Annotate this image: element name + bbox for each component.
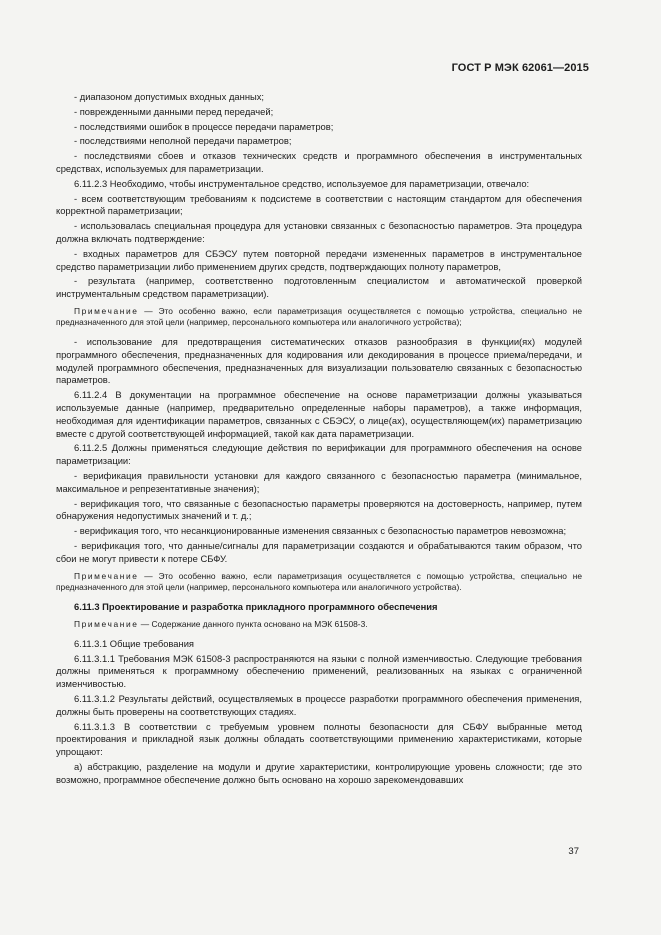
section-heading: 6.11.3 Проектирование и разработка прикладного программного обеспечения: [74, 600, 438, 612]
list-item: - диапазоном допустимых входных данных;: [74, 91, 265, 102]
paragraph: 6.11.3.1.2 Результаты действий, осуществляемых в процессе разработки программного обеспечения применения, должны быть проверены на соответствующих стадиях.: [56, 692, 582, 717]
paragraph: 6.11.3.1.1 Требования МЭК 61508-3 распространяются на языки с полной изменчивостью. Следующие требования должны применяться к программному обеспечению применений, реализованных на языках с ограниченной изменчивостью.: [56, 652, 582, 690]
list-item: - последствиями неполной передачи параметров;: [74, 135, 292, 147]
note-label: Примечание: [74, 305, 139, 316]
note-text: — Это особенно важно, если параметризация осуществляется с помощью устройства, специально не предназначенного для этой цели (например, персонального компьютера или аналогичного устройства);: [56, 305, 582, 328]
list-item: - верификация правильности установки для каждого связанного с безопасностью параметра (минимальное, максимальное и репрезентативные значения);: [56, 469, 582, 494]
note-text: — Содержание данного пункта основано на МЭК 61508-3.: [138, 619, 368, 630]
note-label: Примечание: [74, 619, 139, 630]
list-item: - результата (например, соответственно подготовленным специалистом и автоматической проверкой инструментальным средством параметризации).: [56, 275, 582, 300]
list-item: - использование для предотвращения систематических отказов разнообразия в функции(ях) модулей программного обеспечения, предназначенных для кодирования или декодирования в процессе приема/передачи, и модулей программного обеспечения, предназначенных для визуализации пользователю связанных с безопасностью параметров.: [56, 335, 582, 386]
list-item: - последствиями сбоев и отказов технических средств и программного обеспечения в инструментальных средствах, используемых для параметризации.: [56, 150, 582, 174]
list-item: - верификация того, что несанкционированные изменения связанных с безопасностью параметров невозможна;: [74, 525, 567, 537]
note-paragraph: [56, 619, 582, 631]
paragraph: 6.11.3.1 Общие требования: [74, 637, 195, 649]
list-item: - верификация того, что данные/сигналы для параметризации создаются и обрабатываются таким образом, что сбои не могут привести к потере СБФУ.: [56, 539, 582, 564]
paragraph: 6.11.3.1.3 В соответствии с требуемым уровнем полноты безопасности для СБФУ выбранные метод проектирования и прикладной язык должны обладать соответствующими применению характеристиками, которые упрощают:: [56, 720, 582, 758]
list-item: - использовалась специальная процедура для установки связанных с безопасностью параметров. Эта процедура должна включать подтверждение:: [56, 220, 582, 244]
note-paragraph: [56, 571, 582, 594]
list-item: - всем соответствующим требованиям к подсистеме в соответствии с настоящим стандартом для обеспечения корректной параметризации;: [56, 192, 582, 217]
list-item: - входных параметров для СБЭСУ путем повторной передачи измененных параметров в инструментальное средство параметризации либо применением других средств, подтверждающих полноту параметров,: [56, 247, 582, 272]
paragraph: а) абстракцию, разделение на модули и другие характеристики, контролирующие уровень сложности; где это возможно, программное обеспечение должно быть основано на хорошо зарекомендовавших: [56, 760, 582, 785]
page-number: 37: [568, 846, 579, 857]
page-body: [56, 91, 582, 789]
paragraph: 6.11.2.3 Необходимо, чтобы инструментальное средство, используемое для параметризации, отвечало:: [74, 177, 530, 189]
list-item: - последствиями ошибок в процессе передачи параметров;: [74, 120, 334, 132]
standard-header: ГОСТ Р МЭК 62061—2015: [451, 62, 589, 74]
note-paragraph: [56, 306, 582, 329]
list-item: - верификация того, что связанные с безопасностью параметры проверяются на достоверность, например, путем обнаружения недопустимых значений и т. д.;: [56, 497, 582, 522]
note-label: Примечание: [74, 570, 139, 581]
paragraph: 6.11.2.5 Должны применяться следующие действия по верификации для программного обеспечения на основе параметризации:: [56, 442, 582, 467]
note-text: — Это особенно важно, если параметризация осуществляется с помощью устройства, специально не предназначенного для этой цели (например, персонального компьютера или аналогичного устройства).: [56, 570, 582, 592]
list-item: - поврежденными данными перед передачей;: [74, 105, 274, 117]
paragraph: 6.11.2.4 В документации на программное обеспечение на основе параметризации должны указываться используемые данные (например, предварительно определенные наборы параметров), а также информация, необходимая для идентификации параметров, связанных с СБЭСУ, о лице(ах), осуществляющем(их) параметризацию вместе с другой соответствующей информацией, такой как дата параметризации.: [56, 389, 582, 439]
